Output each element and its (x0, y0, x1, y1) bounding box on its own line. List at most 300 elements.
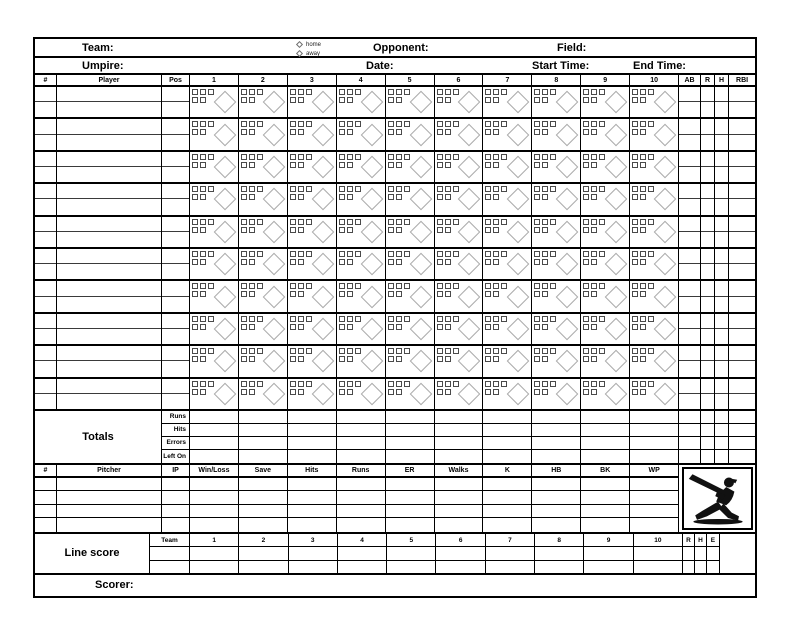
strike-box-icon[interactable] (485, 227, 491, 233)
ball-box-icon[interactable] (501, 283, 507, 289)
strike-box-icon[interactable] (200, 259, 206, 265)
pitcher-stat-cell[interactable] (483, 505, 532, 518)
ball-box-icon[interactable] (241, 316, 247, 322)
inning-scoring-cell[interactable] (239, 87, 288, 117)
ball-box-icon[interactable] (632, 121, 638, 127)
line-score-runs-cell[interactable] (683, 547, 695, 559)
hits-cell-sub[interactable] (715, 167, 728, 182)
ball-box-icon[interactable] (599, 186, 605, 192)
ball-box-icon[interactable] (591, 251, 597, 257)
hits-cell-starter[interactable] (715, 249, 728, 264)
batter-number-cell-sub[interactable] (35, 329, 56, 344)
ball-box-icon[interactable] (355, 186, 361, 192)
totals-inning-cell[interactable] (288, 424, 337, 436)
strike-box-icon[interactable] (200, 129, 206, 135)
ball-box-icon[interactable] (632, 186, 638, 192)
strike-box-icon[interactable] (298, 129, 304, 135)
inning-scoring-cell[interactable] (630, 87, 679, 117)
ab-cell-sub[interactable] (679, 361, 700, 376)
inning-scoring-cell[interactable] (435, 281, 484, 311)
strike-box-icon[interactable] (298, 162, 304, 168)
strike-box-icon[interactable] (640, 227, 646, 233)
inning-scoring-cell[interactable] (190, 119, 239, 149)
strike-box-icon[interactable] (493, 194, 499, 200)
inning-scoring-cell[interactable] (630, 346, 679, 376)
strike-box-icon[interactable] (591, 194, 597, 200)
strike-box-icon[interactable] (437, 324, 443, 330)
inning-scoring-cell[interactable] (435, 152, 484, 182)
strike-box-icon[interactable] (591, 389, 597, 395)
inning-scoring-cell[interactable] (532, 314, 581, 344)
strike-box-icon[interactable] (542, 259, 548, 265)
inning-scoring-cell[interactable] (190, 184, 239, 214)
strike-box-icon[interactable] (445, 194, 451, 200)
batter-number-cell-starter[interactable] (35, 119, 56, 134)
inning-scoring-cell[interactable] (190, 249, 239, 279)
ball-box-icon[interactable] (347, 219, 353, 225)
ball-box-icon[interactable] (404, 89, 410, 95)
ball-box-icon[interactable] (200, 251, 206, 257)
ball-box-icon[interactable] (298, 381, 304, 387)
ball-box-icon[interactable] (648, 381, 654, 387)
rbi-cell-starter[interactable] (729, 119, 755, 134)
away-checkbox-icon[interactable] (296, 50, 303, 57)
ab-cell-sub[interactable] (679, 167, 700, 182)
strike-box-icon[interactable] (347, 291, 353, 297)
ball-box-icon[interactable] (388, 251, 394, 257)
strike-box-icon[interactable] (347, 97, 353, 103)
ball-box-icon[interactable] (534, 251, 540, 257)
inning-scoring-cell[interactable] (581, 379, 630, 409)
inning-scoring-cell[interactable] (288, 87, 337, 117)
ball-box-icon[interactable] (437, 121, 443, 127)
strike-box-icon[interactable] (437, 356, 443, 362)
ball-box-icon[interactable] (648, 219, 654, 225)
strike-box-icon[interactable] (396, 389, 402, 395)
ball-box-icon[interactable] (249, 316, 255, 322)
strike-box-icon[interactable] (632, 162, 638, 168)
ball-box-icon[interactable] (290, 381, 296, 387)
rbi-cell-sub[interactable] (729, 329, 755, 344)
ball-box-icon[interactable] (290, 89, 296, 95)
strike-box-icon[interactable] (534, 162, 540, 168)
pitcher-stat-cell[interactable] (337, 491, 386, 504)
position-cell-sub[interactable] (162, 297, 189, 312)
inning-scoring-cell[interactable] (386, 379, 435, 409)
position-cell-sub[interactable] (162, 167, 189, 182)
strike-box-icon[interactable] (241, 162, 247, 168)
strike-box-icon[interactable] (542, 324, 548, 330)
inning-scoring-cell[interactable] (337, 249, 386, 279)
strike-box-icon[interactable] (493, 97, 499, 103)
hits-cell-starter[interactable] (715, 184, 728, 199)
hits-cell-sub[interactable] (715, 102, 728, 117)
pitcher-stat-cell[interactable] (630, 518, 679, 532)
strike-box-icon[interactable] (534, 259, 540, 265)
hits-cell-sub[interactable] (715, 361, 728, 376)
ball-box-icon[interactable] (640, 219, 646, 225)
ball-box-icon[interactable] (640, 121, 646, 127)
inning-scoring-cell[interactable] (288, 152, 337, 182)
rbi-cell-sub[interactable] (729, 394, 755, 409)
ball-box-icon[interactable] (453, 283, 459, 289)
line-score-inning-cell[interactable] (436, 561, 485, 573)
inning-scoring-cell[interactable] (630, 217, 679, 247)
strike-box-icon[interactable] (493, 129, 499, 135)
hits-cell-starter[interactable] (715, 346, 728, 361)
ball-box-icon[interactable] (485, 348, 491, 354)
inning-scoring-cell[interactable] (581, 281, 630, 311)
ball-box-icon[interactable] (208, 154, 214, 160)
strike-box-icon[interactable] (640, 356, 646, 362)
strike-box-icon[interactable] (583, 389, 589, 395)
line-score-inning-cell[interactable] (436, 547, 485, 559)
ball-box-icon[interactable] (542, 316, 548, 322)
strike-box-icon[interactable] (591, 129, 597, 135)
strike-box-icon[interactable] (445, 291, 451, 297)
inning-scoring-cell[interactable] (190, 379, 239, 409)
ball-box-icon[interactable] (493, 381, 499, 387)
totals-inning-cell[interactable] (386, 424, 435, 436)
ball-box-icon[interactable] (542, 219, 548, 225)
batter-number-cell-sub[interactable] (35, 264, 56, 279)
strike-box-icon[interactable] (640, 324, 646, 330)
strike-box-icon[interactable] (493, 291, 499, 297)
strike-box-icon[interactable] (542, 389, 548, 395)
strike-box-icon[interactable] (534, 97, 540, 103)
strike-box-icon[interactable] (396, 227, 402, 233)
ball-box-icon[interactable] (445, 348, 451, 354)
totals-stat-cell[interactable] (729, 450, 755, 463)
strike-box-icon[interactable] (445, 162, 451, 168)
ball-box-icon[interactable] (591, 348, 597, 354)
pitcher-name-cell[interactable] (57, 505, 162, 518)
batter-number-cell-sub[interactable] (35, 394, 56, 409)
strike-box-icon[interactable] (290, 227, 296, 233)
hits-cell-starter[interactable] (715, 217, 728, 232)
ball-box-icon[interactable] (257, 283, 263, 289)
ball-box-icon[interactable] (249, 381, 255, 387)
ab-cell-sub[interactable] (679, 264, 700, 279)
strike-box-icon[interactable] (241, 324, 247, 330)
batter-number-cell-starter[interactable] (35, 152, 56, 167)
hits-cell-starter[interactable] (715, 314, 728, 329)
inning-scoring-cell[interactable] (630, 249, 679, 279)
ball-box-icon[interactable] (306, 251, 312, 257)
ball-box-icon[interactable] (485, 154, 491, 160)
inning-scoring-cell[interactable] (630, 281, 679, 311)
ball-box-icon[interactable] (445, 89, 451, 95)
player-name-cell-sub[interactable] (57, 232, 161, 247)
strike-box-icon[interactable] (290, 291, 296, 297)
ball-box-icon[interactable] (298, 121, 304, 127)
inning-scoring-cell[interactable] (337, 346, 386, 376)
ball-box-icon[interactable] (493, 121, 499, 127)
strike-box-icon[interactable] (437, 129, 443, 135)
ball-box-icon[interactable] (534, 283, 540, 289)
ball-box-icon[interactable] (339, 154, 345, 160)
hits-cell-starter[interactable] (715, 379, 728, 394)
ball-box-icon[interactable] (501, 121, 507, 127)
totals-inning-cell[interactable] (435, 411, 484, 423)
ball-box-icon[interactable] (192, 283, 198, 289)
ball-box-icon[interactable] (200, 381, 206, 387)
strike-box-icon[interactable] (632, 356, 638, 362)
inning-scoring-cell[interactable] (239, 152, 288, 182)
ball-box-icon[interactable] (388, 348, 394, 354)
ball-box-icon[interactable] (583, 219, 589, 225)
strike-box-icon[interactable] (632, 194, 638, 200)
ball-box-icon[interactable] (355, 154, 361, 160)
strike-box-icon[interactable] (542, 227, 548, 233)
ball-box-icon[interactable] (501, 89, 507, 95)
position-cell-starter[interactable] (162, 184, 189, 199)
position-cell-starter[interactable] (162, 249, 189, 264)
ball-box-icon[interactable] (306, 348, 312, 354)
inning-scoring-cell[interactable] (190, 281, 239, 311)
ball-box-icon[interactable] (208, 283, 214, 289)
batter-number-cell-starter[interactable] (35, 379, 56, 394)
ab-cell-starter[interactable] (679, 119, 700, 134)
ball-box-icon[interactable] (648, 186, 654, 192)
totals-inning-cell[interactable] (288, 411, 337, 423)
pitcher-stat-cell[interactable] (288, 518, 337, 532)
player-name-cell-starter[interactable] (57, 217, 161, 232)
strike-box-icon[interactable] (249, 356, 255, 362)
totals-inning-cell[interactable] (483, 437, 532, 449)
hits-cell-starter[interactable] (715, 152, 728, 167)
ball-box-icon[interactable] (192, 348, 198, 354)
ball-box-icon[interactable] (550, 219, 556, 225)
line-score-inning-cell[interactable] (289, 561, 338, 573)
pitcher-stat-cell[interactable] (435, 478, 484, 491)
ball-box-icon[interactable] (347, 381, 353, 387)
strike-box-icon[interactable] (298, 227, 304, 233)
ball-box-icon[interactable] (200, 89, 206, 95)
strike-box-icon[interactable] (388, 291, 394, 297)
ball-box-icon[interactable] (445, 219, 451, 225)
ball-box-icon[interactable] (599, 283, 605, 289)
pitcher-stat-cell[interactable] (288, 478, 337, 491)
ball-box-icon[interactable] (534, 186, 540, 192)
strike-box-icon[interactable] (339, 356, 345, 362)
strike-box-icon[interactable] (437, 162, 443, 168)
position-cell-sub[interactable] (162, 329, 189, 344)
strike-box-icon[interactable] (485, 97, 491, 103)
inning-scoring-cell[interactable] (630, 314, 679, 344)
strike-box-icon[interactable] (192, 227, 198, 233)
strike-box-icon[interactable] (241, 227, 247, 233)
totals-stat-cell[interactable] (679, 424, 701, 436)
ball-box-icon[interactable] (290, 316, 296, 322)
pitcher-stat-cell[interactable] (483, 491, 532, 504)
strike-box-icon[interactable] (591, 227, 597, 233)
strike-box-icon[interactable] (192, 356, 198, 362)
line-score-inning-cell[interactable] (338, 547, 387, 559)
strike-box-icon[interactable] (192, 97, 198, 103)
ball-box-icon[interactable] (550, 154, 556, 160)
strike-box-icon[interactable] (583, 227, 589, 233)
inning-scoring-cell[interactable] (483, 281, 532, 311)
strike-box-icon[interactable] (542, 129, 548, 135)
ball-box-icon[interactable] (453, 121, 459, 127)
pitcher-stat-cell[interactable] (337, 505, 386, 518)
ball-box-icon[interactable] (599, 121, 605, 127)
ball-box-icon[interactable] (347, 283, 353, 289)
strike-box-icon[interactable] (192, 389, 198, 395)
ball-box-icon[interactable] (249, 348, 255, 354)
pitcher-ip-cell[interactable] (162, 505, 190, 518)
strike-box-icon[interactable] (485, 291, 491, 297)
batter-number-cell-starter[interactable] (35, 346, 56, 361)
totals-inning-cell[interactable] (435, 450, 484, 463)
ball-box-icon[interactable] (347, 186, 353, 192)
ball-box-icon[interactable] (501, 348, 507, 354)
home-option[interactable] (295, 40, 321, 49)
ball-box-icon[interactable] (437, 348, 443, 354)
totals-inning-cell[interactable] (532, 437, 581, 449)
rbi-cell-sub[interactable] (729, 167, 755, 182)
ball-box-icon[interactable] (591, 89, 597, 95)
pitcher-ip-cell[interactable] (162, 518, 190, 532)
position-cell-sub[interactable] (162, 135, 189, 150)
ball-box-icon[interactable] (534, 154, 540, 160)
pitcher-stat-cell[interactable] (483, 518, 532, 532)
ab-cell-sub[interactable] (679, 199, 700, 214)
totals-inning-cell[interactable] (581, 437, 630, 449)
ball-box-icon[interactable] (306, 186, 312, 192)
ab-cell-starter[interactable] (679, 217, 700, 232)
totals-stat-cell[interactable] (701, 437, 715, 449)
ball-box-icon[interactable] (200, 316, 206, 322)
line-score-inning-cell[interactable] (289, 547, 338, 559)
inning-scoring-cell[interactable] (288, 184, 337, 214)
strike-box-icon[interactable] (200, 356, 206, 362)
ball-box-icon[interactable] (640, 186, 646, 192)
runs-cell-sub[interactable] (701, 102, 714, 117)
ball-box-icon[interactable] (208, 316, 214, 322)
ball-box-icon[interactable] (306, 316, 312, 322)
ball-box-icon[interactable] (437, 186, 443, 192)
ball-box-icon[interactable] (550, 283, 556, 289)
strike-box-icon[interactable] (249, 324, 255, 330)
ball-box-icon[interactable] (290, 283, 296, 289)
line-score-inning-cell[interactable] (239, 547, 288, 559)
ball-box-icon[interactable] (534, 348, 540, 354)
strike-box-icon[interactable] (347, 356, 353, 362)
ball-box-icon[interactable] (241, 154, 247, 160)
inning-scoring-cell[interactable] (386, 346, 435, 376)
ball-box-icon[interactable] (249, 89, 255, 95)
strike-box-icon[interactable] (192, 162, 198, 168)
ball-box-icon[interactable] (257, 219, 263, 225)
totals-inning-cell[interactable] (630, 424, 679, 436)
pitcher-stat-cell[interactable] (337, 518, 386, 532)
ball-box-icon[interactable] (404, 251, 410, 257)
ball-box-icon[interactable] (208, 348, 214, 354)
strike-box-icon[interactable] (591, 162, 597, 168)
player-name-cell-sub[interactable] (57, 361, 161, 376)
rbi-cell-sub[interactable] (729, 135, 755, 150)
ball-box-icon[interactable] (208, 186, 214, 192)
rbi-cell-starter[interactable] (729, 281, 755, 296)
totals-stat-cell[interactable] (715, 450, 729, 463)
inning-scoring-cell[interactable] (483, 217, 532, 247)
ball-box-icon[interactable] (453, 154, 459, 160)
strike-box-icon[interactable] (388, 194, 394, 200)
ball-box-icon[interactable] (591, 381, 597, 387)
ab-cell-starter[interactable] (679, 152, 700, 167)
totals-inning-cell[interactable] (532, 424, 581, 436)
player-name-cell-sub[interactable] (57, 297, 161, 312)
inning-scoring-cell[interactable] (532, 119, 581, 149)
strike-box-icon[interactable] (437, 194, 443, 200)
ball-box-icon[interactable] (192, 89, 198, 95)
ball-box-icon[interactable] (493, 316, 499, 322)
inning-scoring-cell[interactable] (337, 379, 386, 409)
strike-box-icon[interactable] (298, 194, 304, 200)
strike-box-icon[interactable] (632, 227, 638, 233)
strike-box-icon[interactable] (388, 324, 394, 330)
strike-box-icon[interactable] (437, 389, 443, 395)
player-name-cell-sub[interactable] (57, 394, 161, 409)
ball-box-icon[interactable] (632, 219, 638, 225)
ball-box-icon[interactable] (493, 186, 499, 192)
batter-number-cell-sub[interactable] (35, 232, 56, 247)
ball-box-icon[interactable] (445, 316, 451, 322)
totals-stat-cell[interactable] (701, 450, 715, 463)
line-score-inning-cell[interactable] (338, 561, 387, 573)
strike-box-icon[interactable] (542, 97, 548, 103)
ball-box-icon[interactable] (437, 154, 443, 160)
ball-box-icon[interactable] (290, 186, 296, 192)
ball-box-icon[interactable] (404, 154, 410, 160)
ball-box-icon[interactable] (339, 219, 345, 225)
player-name-cell-starter[interactable] (57, 346, 161, 361)
pitcher-ip-cell[interactable] (162, 491, 190, 504)
pitcher-number-cell[interactable] (35, 491, 57, 504)
inning-scoring-cell[interactable] (630, 119, 679, 149)
ball-box-icon[interactable] (493, 154, 499, 160)
pitcher-stat-cell[interactable] (386, 478, 435, 491)
batter-number-cell-starter[interactable] (35, 249, 56, 264)
strike-box-icon[interactable] (200, 227, 206, 233)
ball-box-icon[interactable] (192, 316, 198, 322)
strike-box-icon[interactable] (241, 389, 247, 395)
totals-inning-cell[interactable] (337, 437, 386, 449)
player-name-cell-starter[interactable] (57, 184, 161, 199)
strike-box-icon[interactable] (632, 129, 638, 135)
ball-box-icon[interactable] (437, 89, 443, 95)
ball-box-icon[interactable] (388, 219, 394, 225)
inning-scoring-cell[interactable] (532, 249, 581, 279)
pitcher-name-cell[interactable] (57, 518, 162, 532)
strike-box-icon[interactable] (241, 97, 247, 103)
ball-box-icon[interactable] (298, 283, 304, 289)
ball-box-icon[interactable] (355, 283, 361, 289)
line-score-errors-cell[interactable] (707, 547, 720, 559)
ab-cell-starter[interactable] (679, 281, 700, 296)
strike-box-icon[interactable] (485, 129, 491, 135)
pitcher-stat-cell[interactable] (239, 518, 288, 532)
strike-box-icon[interactable] (534, 291, 540, 297)
ball-box-icon[interactable] (257, 381, 263, 387)
position-cell-sub[interactable] (162, 232, 189, 247)
strike-box-icon[interactable] (290, 194, 296, 200)
line-score-inning-cell[interactable] (486, 547, 535, 559)
strike-box-icon[interactable] (192, 291, 198, 297)
inning-scoring-cell[interactable] (532, 217, 581, 247)
